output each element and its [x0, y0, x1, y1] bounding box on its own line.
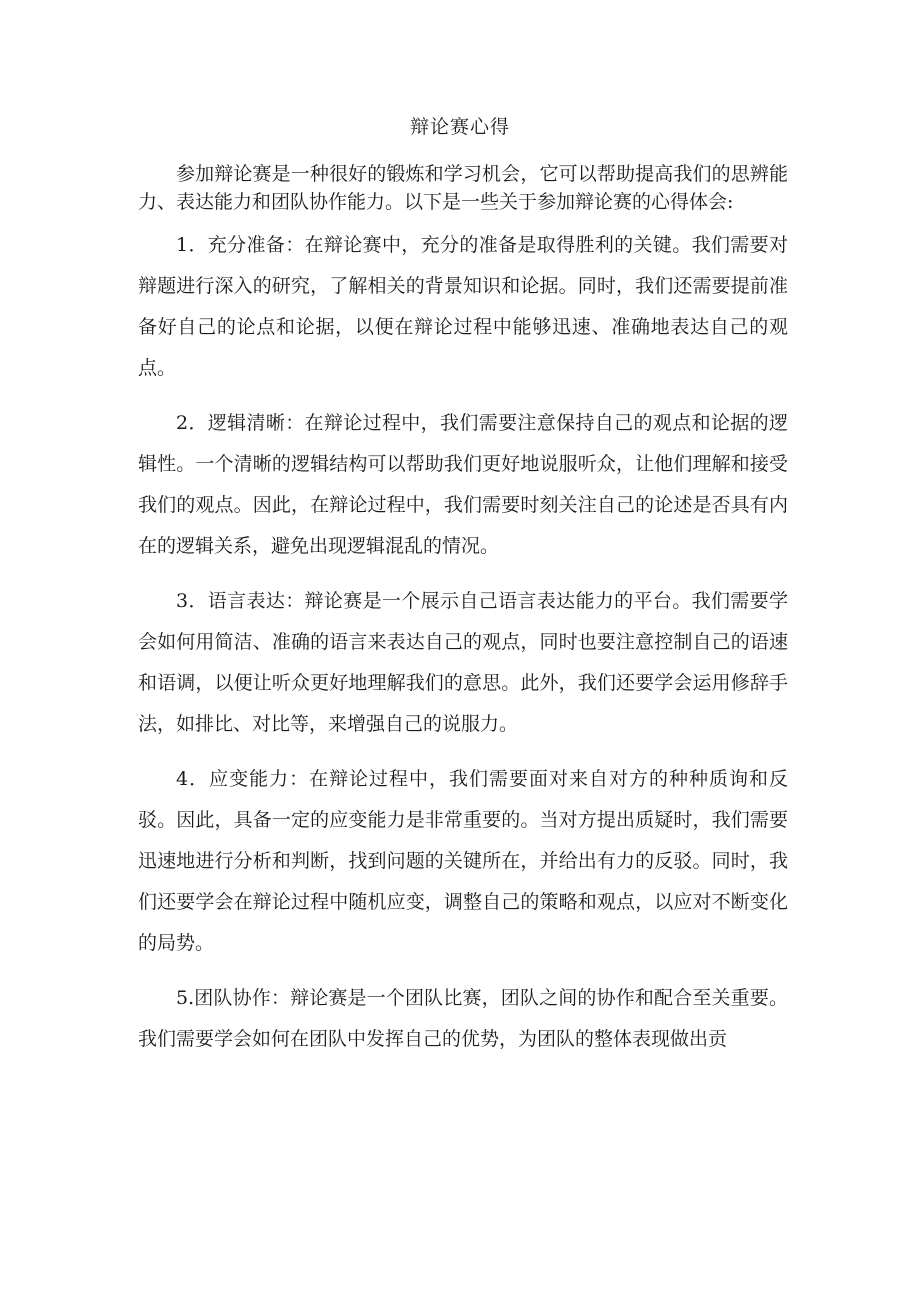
document-body — [138, 160, 788, 1074]
paragraph-logic: 2．逻辑清晰：在辩论过程中，我们需要注意保持自己的观点和论据的逻辑性。一个清晰的逻辑结构可以帮助我们更好地说服听众，让他们理解和接受我们的观点。因此，在辩论过程中，我们需要时刻关注自己的论述是否具有内在的逻辑关系，避免出现逻辑混乱的情况。 — [138, 412, 788, 557]
paragraph-preparation: 1．充分准备：在辩论赛中，充分的准备是取得胜利的关键。我们需要对辩题进行深入的研究，了解相关的背景知识和论据。同时，我们还需要提前准备好自己的论点和论据，以便在辩论过程中能够迅速、准确地表达自己的观点。 — [138, 234, 788, 379]
paragraph-adaptability: 4．应变能力：在辩论过程中，我们需要面对来自对方的种种质询和反驳。因此，具备一定的应变能力是非常重要的。当对方提出质疑时，我们需要迅速地进行分析和判断，找到问题的关键所在，并给出有力的反驳。同时，我们还要学会在辩论过程中随机应变，调整自己的策略和观点，以应对不断变化的局势。 — [138, 768, 788, 954]
document-title: 辩论赛心得 — [409, 116, 510, 138]
paragraph-language: 3．语言表达：辩论赛是一个展示自己语言表达能力的平台。我们需要学会如何用简洁、准确的语言来表达自己的观点，同时也要注意控制自己的语速和语调，以便让听众更好地理解我们的意思。此外，我们还要学会运用修辞手法，如排比、对比等，来增强自己的说服力。 — [138, 590, 788, 735]
intro-paragraph: 参加辩论赛是一种很好的锻炼和学习机会，它可以帮助提高我们的思辨能力、表达能力和团队协作能力。以下是一些关于参加辩论赛的心得体会: — [138, 163, 788, 213]
paragraph-teamwork: 5.团队协作：辩论赛是一个团队比赛，团队之间的协作和配合至关重要。我们需要学会如何在团队中发挥自己的优势，为团队的整体表现做出贡 — [138, 987, 788, 1050]
